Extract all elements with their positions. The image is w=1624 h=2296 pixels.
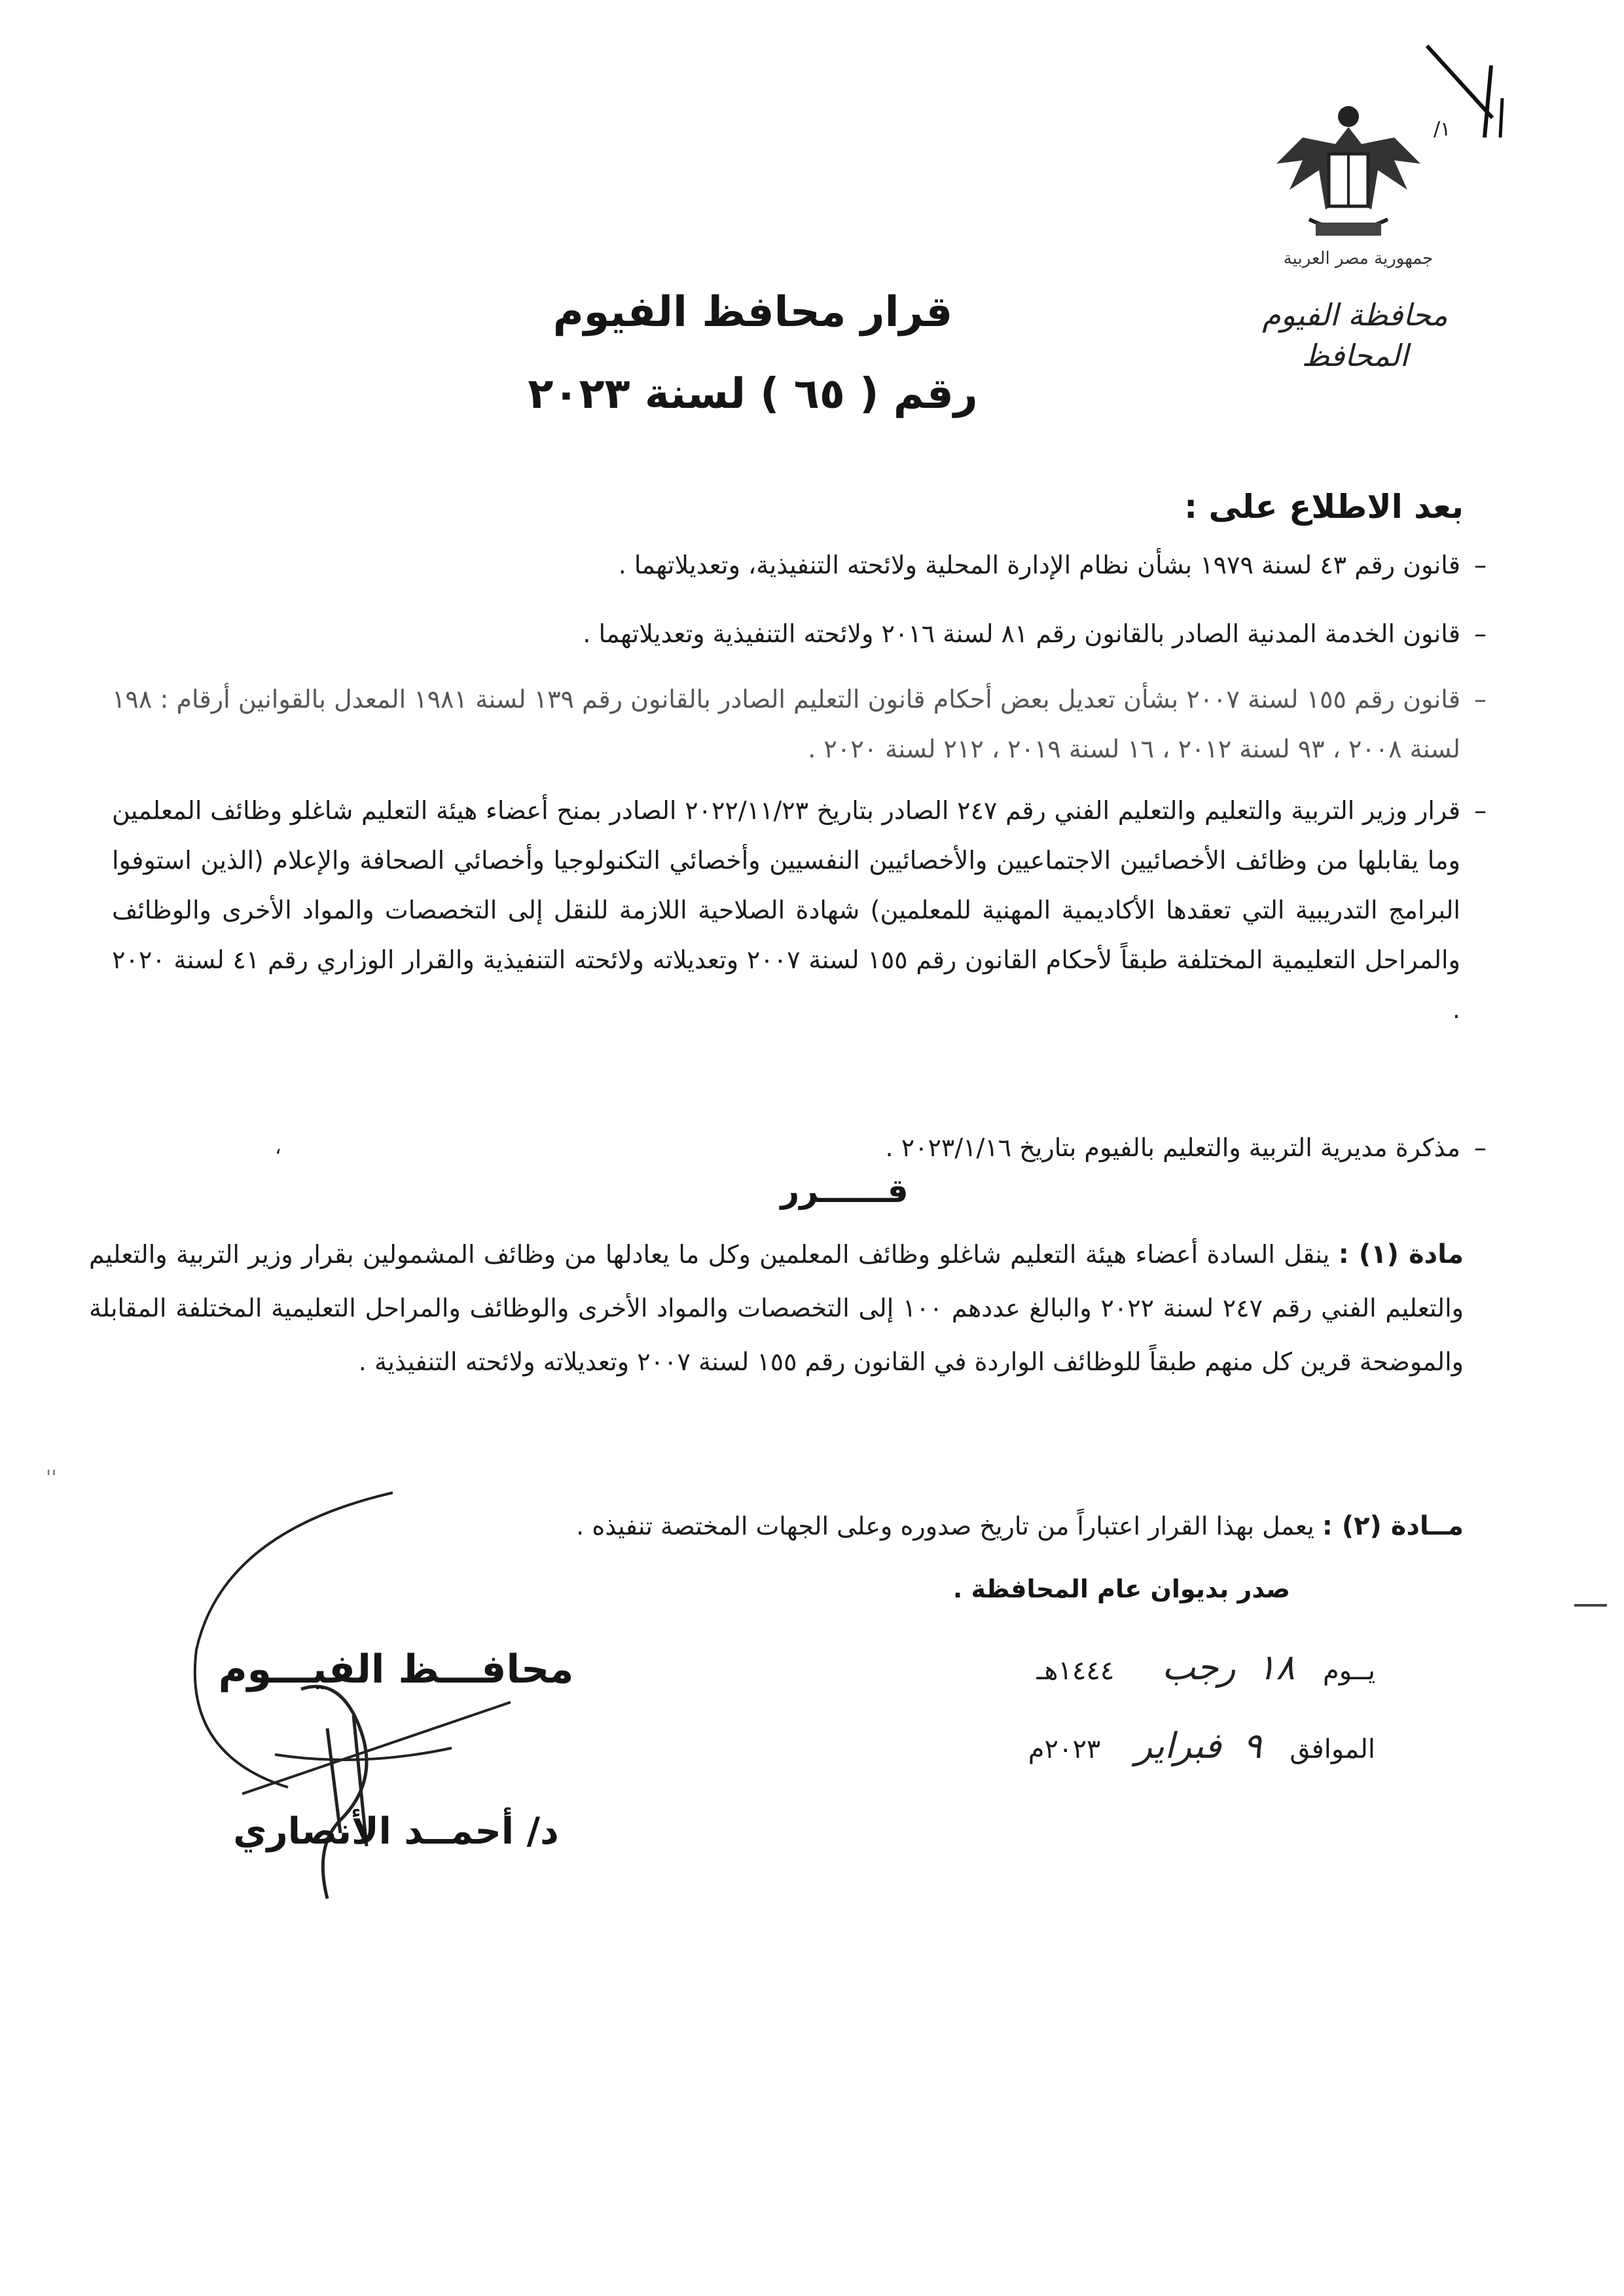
- date-hijri: [1037, 1647, 1375, 1688]
- preamble-heading: بعد الاطلاع على :: [1184, 488, 1464, 526]
- gov-line-1: محافظة الفيوم: [1262, 297, 1448, 333]
- preamble-item-text: قانون رقم ١٥٥ لسنة ٢٠٠٧ بشأن تعديل بعض أحكام قانون التعليم الصادر بالقانون رقم ١٣٩ لسنة ١٩٨١ المعدل بالقوانين أرقام : ١٩٨ لسنة ٢٠٠٨ ، ٩٣ لسنة ٢٠١٢ ، ١٦ لسنة ٢٠١٩ ، ٢١٢ لسنة ٢٠٢٠ .: [112, 685, 1460, 763]
- date-day: ١٨: [1257, 1647, 1295, 1688]
- bullet-dash: –: [1474, 796, 1487, 825]
- preamble-item-5: [112, 1123, 1487, 1173]
- preamble-item-3: [112, 674, 1487, 774]
- date-year: ١٤٤٤هـ: [1036, 1656, 1115, 1686]
- signatory-name: د/ أحمــد الأنصاري: [233, 1810, 559, 1853]
- date-gregorian: [1028, 1725, 1375, 1766]
- signatory-title: محافـــظ الفيـــوم: [218, 1647, 574, 1692]
- article-text: ينقل السادة أعضاء هيئة التعليم شاغلو وظائف المعلمين وكل ما يعادلها من وظائف المشمولين بقرار وزير التربية والتعليم والتعليم الفني رقم ٢٤٧ لسنة ٢٠٢٢ والبالغ عددهم ١٠٠ إلى التخصصات والمواد الأخرى والوظائف والمراحل التعليمية المختلفة المقابلة والموضحة قرين كل منهم طبقاً للوظائف الواردة في القانون رقم ١٥٥ لسنة ٢٠٠٧ وتعديلاته ولائحته التنفيذية .: [89, 1240, 1464, 1376]
- preamble-item-text: قرار وزير التربية والتعليم والتعليم الفني رقم ٢٤٧ الصادر بتاريخ ٢٠٢٢/١١/٢٣ الصادر بمنح أعضاء هيئة التعليم شاغلو وظائف المعلمين وما يقابلها من وظائف الأخصائيين الاجتماعيين والأخصائيين النفسيين وأخصائي التكنولوجيا وأخصائي الصحافة والإعلام (الذين استوفوا البرامج التدريبية التي تعقدها الأكاديمية المهنية للمعلمين) شهادة الصلاحية اللازمة للنقل إلى التخصصات والمواد الأخرى والوظائف والمراحل التعليمية المختلفة طبقاً لأحكام القانون رقم ١٥٥ لسنة ٢٠٠٧ وتعديلاته ولائحته التنفيذية والقرار الوزاري رقم ٤١ لسنة ٢٠٢٠ .: [112, 796, 1461, 1024]
- article-label: مــادة (٢) :: [1322, 1511, 1464, 1541]
- margin-dot: ،: [275, 1136, 281, 1159]
- date-prefix: الموافق: [1290, 1734, 1375, 1764]
- date-month: فبراير: [1135, 1725, 1221, 1766]
- bullet-dash: –: [1474, 551, 1487, 579]
- preamble-item-text: مذكرة مديرية التربية والتعليم بالفيوم بتاريخ ٢٠٢٣/١/١٦ .: [885, 1133, 1460, 1162]
- preamble-item-text: قانون رقم ٤٣ لسنة ١٩٧٩ بشأن نظام الإدارة المحلية ولائحته التنفيذية، وتعديلاتهما .: [618, 551, 1460, 579]
- article-label: مادة (١) :: [1338, 1239, 1464, 1269]
- issued-statement: صدر بديوان عام المحافظة .: [952, 1575, 1290, 1603]
- gov-line-2: المحافظ: [1301, 338, 1409, 373]
- governorate-handwritten-label: [1244, 262, 1466, 376]
- corner-mark-text: ١/: [1434, 118, 1451, 141]
- preamble-item-1: [112, 540, 1487, 590]
- article-1: [89, 1228, 1464, 1389]
- bullet-dash: –: [1474, 685, 1487, 714]
- page-title: قرار محافظ الفيوم: [552, 288, 953, 337]
- date-month: رجب: [1162, 1647, 1236, 1688]
- republic-caption: جمهورية مصر العربية: [1283, 249, 1434, 268]
- article-text: يعمل بهذا القرار اعتباراً من تاريخ صدوره وعلى الجهات المختصة تنفيذه .: [576, 1512, 1314, 1540]
- date-prefix: يــوم: [1323, 1656, 1375, 1686]
- edge-line-mark: [1574, 1604, 1607, 1607]
- date-day: ٩: [1242, 1725, 1262, 1766]
- margin-quote: '': [46, 1467, 57, 1489]
- decree-number: رقم ( ٦٥ ) لسنة ٢٠٢٣: [528, 370, 978, 418]
- preamble-item-4: [112, 786, 1487, 1034]
- preamble-item-text: قانون الخدمة المدنية الصادر بالقانون رقم ٨١ لسنة ٢٠١٦ ولائحته التنفيذية وتعديلاتهما .: [583, 619, 1460, 648]
- date-year: ٢٠٢٣م: [1028, 1734, 1101, 1764]
- bullet-dash: –: [1474, 619, 1487, 648]
- bullet-dash: –: [1474, 1133, 1487, 1162]
- preamble-item-2: [112, 609, 1487, 659]
- decision-heading: قــــــرر: [780, 1172, 909, 1210]
